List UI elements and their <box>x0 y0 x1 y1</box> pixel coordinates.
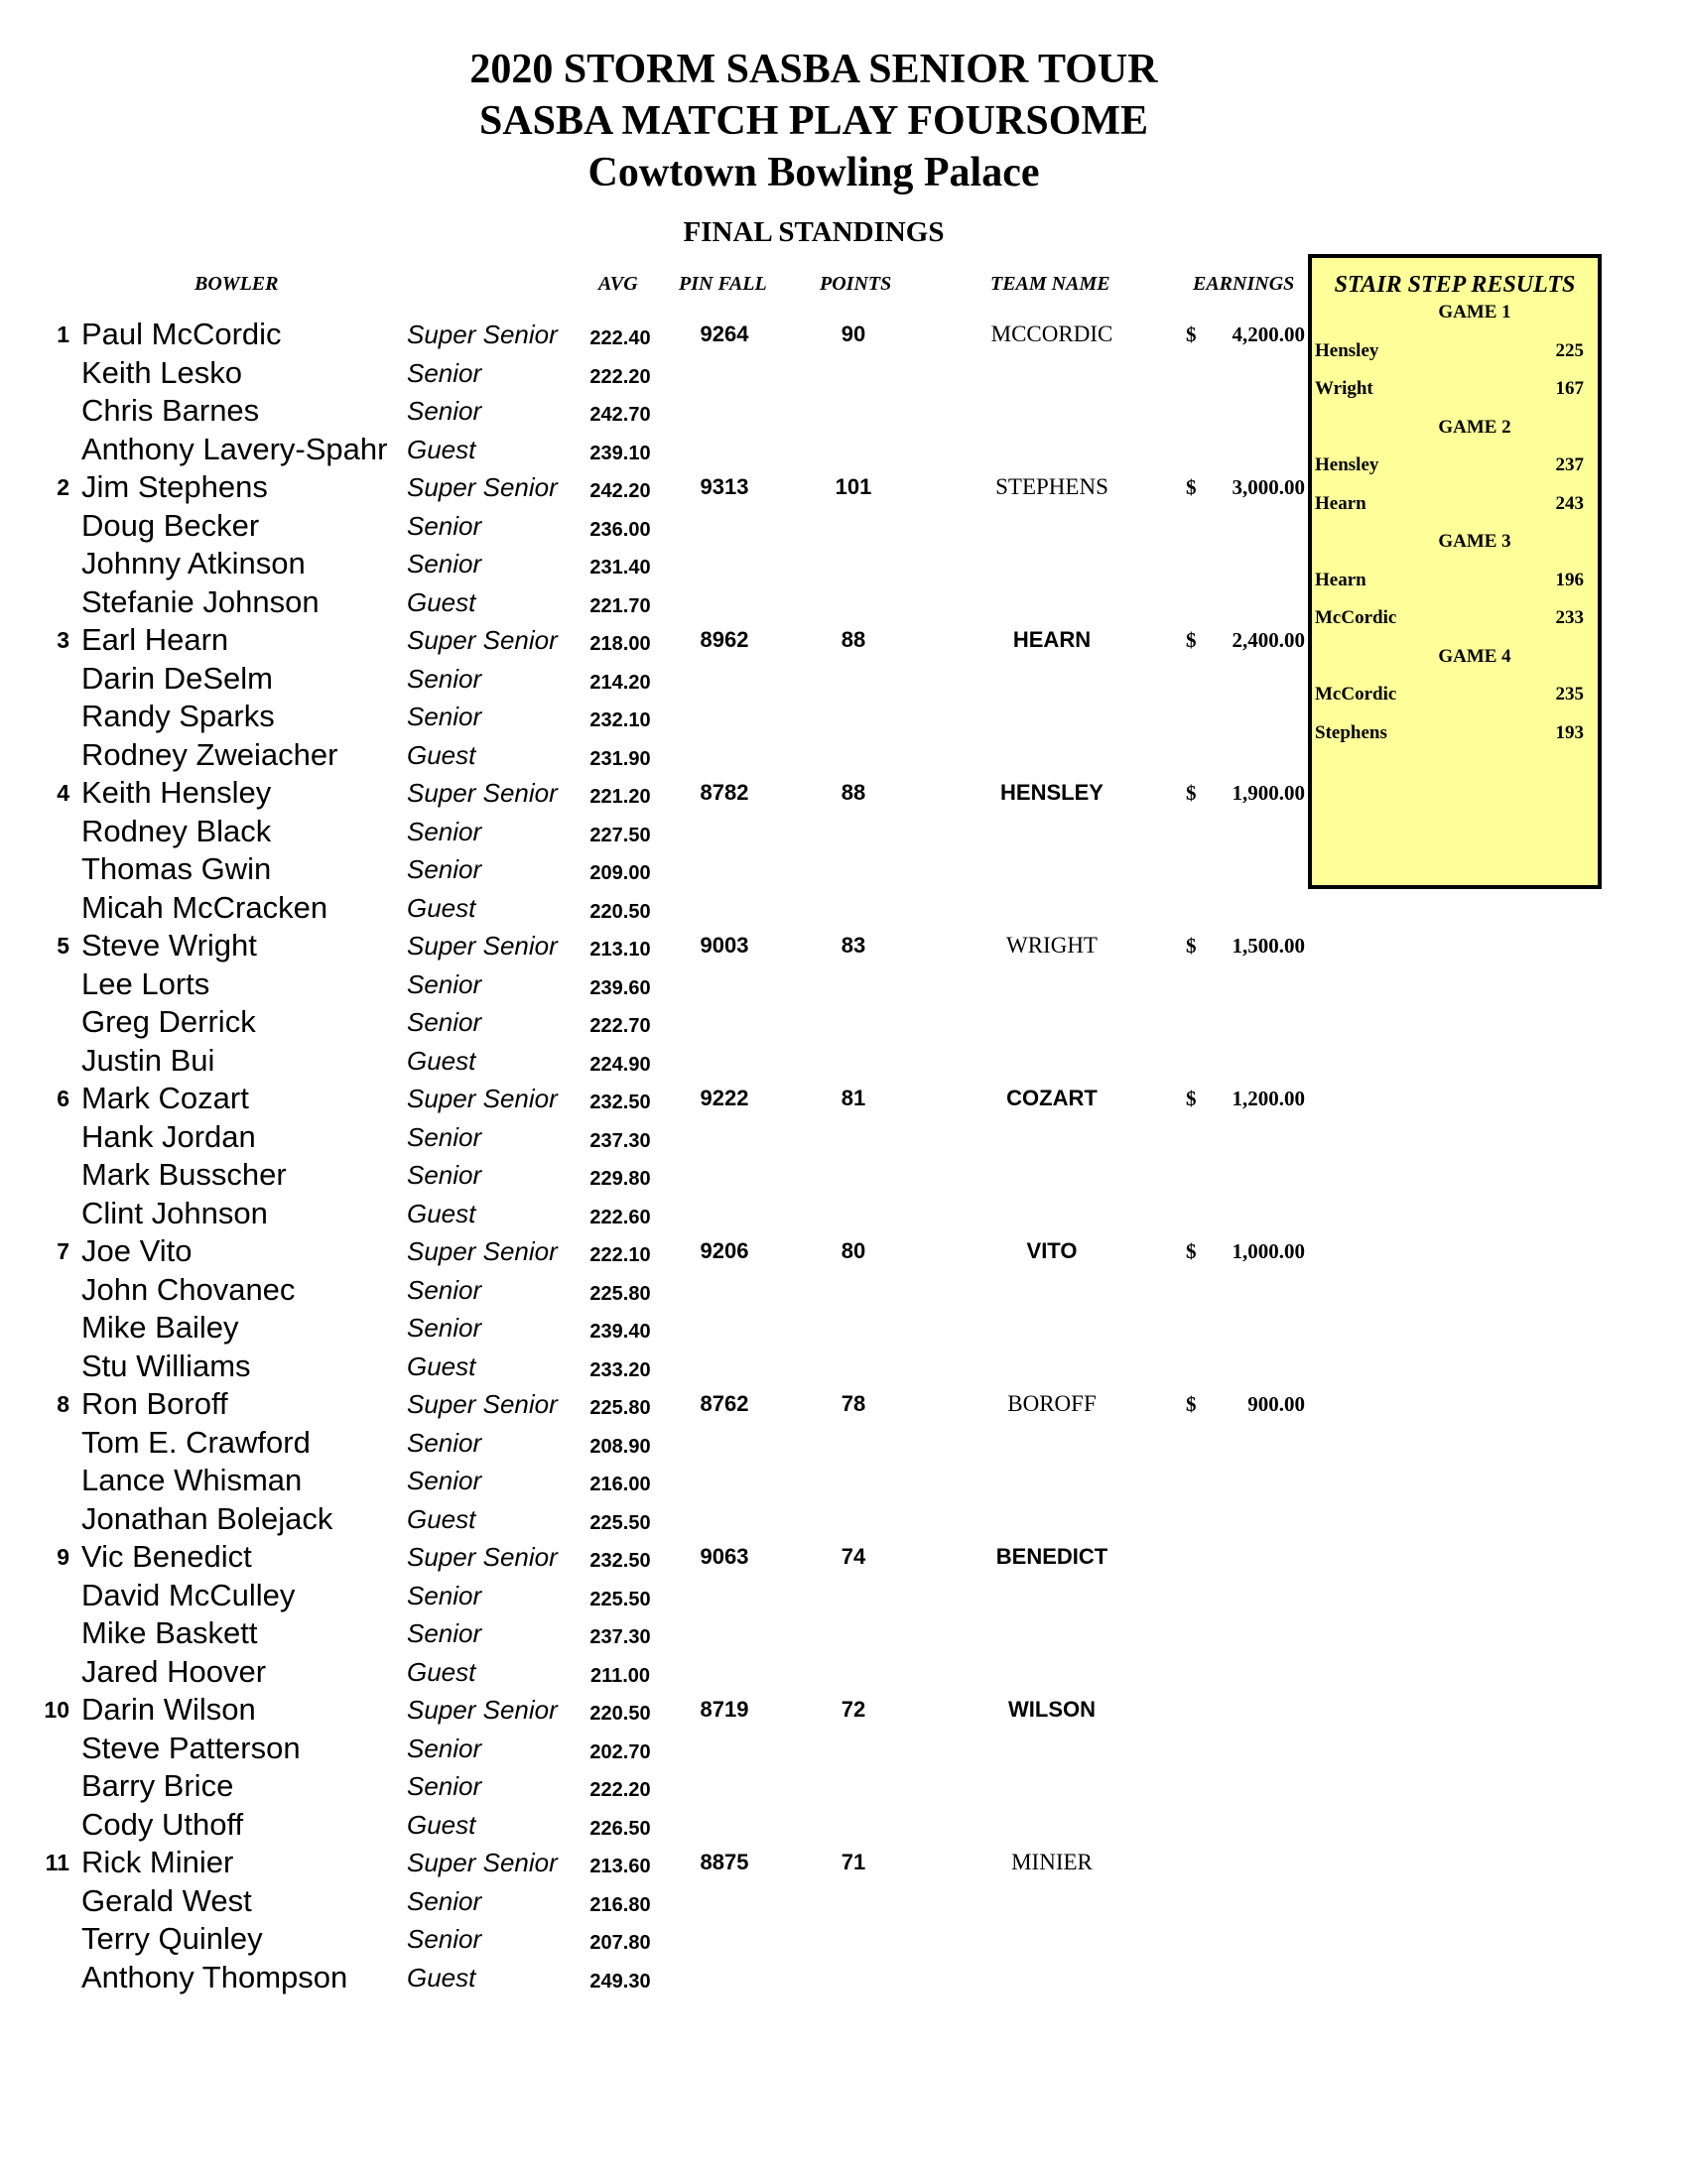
team-rank: 2 <box>57 474 69 500</box>
bowler-average: 211.00 <box>589 1664 651 1687</box>
team-rank: 3 <box>57 627 69 653</box>
bowler-name: Tom E. Crawford <box>81 1424 311 1460</box>
bowler-name: Rodney Black <box>81 813 272 848</box>
bowler-division: Senior <box>407 854 482 884</box>
team-rank: 6 <box>57 1086 69 1111</box>
team-name: HEARN <box>1012 627 1092 652</box>
bowler-name: David McCulley <box>81 1577 296 1612</box>
title-venue: Cowtown Bowling Palace <box>587 150 1040 195</box>
bowler-average: 225.50 <box>589 1588 651 1610</box>
bowler-name: John Chovanec <box>81 1271 296 1307</box>
team-rank: 8 <box>57 1391 69 1417</box>
table-row <box>0 1614 1310 1652</box>
bowler-average: 222.60 <box>589 1206 651 1228</box>
bowler-average: 231.90 <box>589 747 651 770</box>
bowler-name: Anthony Thompson <box>81 1959 348 1994</box>
team-pinfall: 9063 <box>700 1544 749 1569</box>
header-earnings: EARNINGS <box>1193 273 1295 295</box>
stair-game-label: GAME 1 <box>1438 302 1511 322</box>
bowler-name: Jim Stephens <box>81 469 268 504</box>
bowler-division: Senior <box>407 1924 482 1954</box>
stair-result-row <box>1312 676 1598 713</box>
stair-team-name: Hearn <box>1315 569 1366 590</box>
bowler-average: 221.20 <box>589 786 651 808</box>
currency-symbol: $ <box>1186 475 1197 499</box>
table-row <box>0 1730 1310 1767</box>
bowler-division: Senior <box>407 549 482 578</box>
team-points: 88 <box>841 627 866 652</box>
header-avg: AVG <box>598 273 638 295</box>
bowler-name: Justin Bui <box>81 1042 215 1078</box>
table-row <box>0 1500 1310 1538</box>
bowler-average: 237.30 <box>589 1129 651 1152</box>
earnings-amount: 900.00 <box>1247 1392 1305 1416</box>
team-pinfall: 8962 <box>700 627 749 652</box>
table-row <box>0 1959 1310 1996</box>
bowler-name: Mike Bailey <box>81 1310 239 1345</box>
bowler-average: 239.60 <box>589 976 651 999</box>
bowler-division: Super Senior <box>407 472 558 502</box>
bowler-division: Guest <box>407 1503 476 1534</box>
stair-step-title: STAIR STEP RESULTS <box>1334 272 1576 298</box>
bowler-name: Thomas Gwin <box>81 851 272 886</box>
table-row <box>0 1118 1310 1156</box>
currency-symbol: $ <box>1186 1392 1197 1416</box>
bowler-average: 225.80 <box>589 1282 651 1305</box>
table-row <box>0 621 1310 659</box>
bowler-name: Mark Cozart <box>81 1081 249 1115</box>
team-pinfall: 9003 <box>700 933 749 958</box>
bowler-name: Stefanie Johnson <box>81 583 320 619</box>
team-pinfall: 8875 <box>700 1850 749 1874</box>
bowler-average: 218.00 <box>589 633 651 655</box>
bowler-average: 214.20 <box>589 671 651 694</box>
team-points: 81 <box>841 1086 866 1110</box>
table-row <box>0 889 1310 927</box>
bowler-name: Barry Brice <box>81 1768 234 1803</box>
bowler-name: Jonathan Bolejack <box>81 1500 333 1536</box>
bowler-division: Senior <box>407 357 482 388</box>
earnings-amount: 3,000.00 <box>1232 475 1305 499</box>
bowler-division: Super Senior <box>407 1695 558 1725</box>
bowler-division: Super Senior <box>407 625 558 655</box>
stair-team-name: Hensley <box>1315 454 1379 475</box>
bowler-name: Randy Sparks <box>81 699 275 733</box>
header-bowler: BOWLER <box>195 273 279 295</box>
bowler-average: 222.20 <box>589 1779 651 1801</box>
team-name: WRIGHT <box>1006 933 1098 958</box>
earnings-amount: 1,900.00 <box>1232 781 1305 805</box>
bowler-division: Guest <box>407 1962 476 1992</box>
bowler-name: Mike Baskett <box>81 1615 258 1650</box>
stair-score: 243 <box>1555 492 1584 514</box>
stair-result-row <box>1312 562 1598 599</box>
bowler-division: Guest <box>407 739 476 770</box>
table-row <box>0 1385 1310 1423</box>
bowler-division: Senior <box>407 1771 482 1801</box>
bowler-average: 216.00 <box>589 1474 651 1495</box>
bowler-average: 208.90 <box>589 1435 651 1458</box>
bowler-name: Doug Becker <box>81 507 260 543</box>
bowler-name: Mark Busscher <box>81 1157 287 1192</box>
bowler-division: Senior <box>407 1121 482 1152</box>
bowler-name: Jared Hoover <box>81 1653 267 1689</box>
table-row <box>0 431 1310 468</box>
bowler-average: 213.10 <box>589 939 651 961</box>
bowler-division: Senior <box>407 663 482 694</box>
table-row <box>0 1882 1310 1920</box>
table-row <box>0 1577 1310 1614</box>
team-name: MINIER <box>1011 1850 1093 1874</box>
stair-score: 233 <box>1555 607 1584 628</box>
table-row <box>0 850 1310 888</box>
table-row <box>0 1920 1310 1958</box>
bowler-name: Chris Barnes <box>81 393 260 428</box>
team-name: HENSLEY <box>1000 780 1103 805</box>
bowler-average: 220.50 <box>589 900 651 923</box>
bowler-average: 226.50 <box>589 1817 651 1840</box>
table-row <box>0 468 1310 506</box>
bowler-average: 222.10 <box>589 1244 651 1266</box>
bowler-division: Guest <box>407 434 476 464</box>
bowler-average: 224.90 <box>589 1053 651 1076</box>
bowler-division: Senior <box>407 1580 482 1610</box>
bowler-name: Micah McCracken <box>81 889 328 925</box>
bowler-average: 239.40 <box>589 1321 651 1343</box>
stair-score: 235 <box>1555 684 1584 705</box>
bowler-average: 225.80 <box>589 1397 651 1419</box>
bowler-average: 216.80 <box>589 1893 651 1916</box>
table-row <box>0 1309 1310 1347</box>
bowler-name: Darin DeSelm <box>81 660 273 696</box>
bowler-division: Senior <box>407 1274 482 1305</box>
bowler-name: Lee Lorts <box>81 965 210 1001</box>
table-row <box>0 507 1310 545</box>
bowler-division: Guest <box>407 1045 476 1076</box>
stair-team-name: McCordic <box>1315 684 1397 705</box>
stair-result-row <box>1312 370 1598 408</box>
team-rank: 4 <box>57 780 69 806</box>
header-team-name: TEAM NAME <box>990 273 1110 295</box>
stair-game-label: GAME 2 <box>1438 416 1511 438</box>
team-name: STEPHENS <box>995 474 1108 499</box>
table-row <box>0 813 1310 850</box>
team-name: MCCORDIC <box>990 321 1113 346</box>
table-row <box>0 1691 1310 1729</box>
bowler-name: Vic Benedict <box>81 1539 252 1574</box>
table-row <box>0 927 1310 964</box>
stair-team-name: Wright <box>1315 378 1373 399</box>
stair-game-label: GAME 4 <box>1438 645 1511 667</box>
bowler-average: 236.00 <box>589 518 651 541</box>
bowler-average: 222.40 <box>589 327 651 349</box>
earnings-amount: 1,500.00 <box>1232 934 1305 958</box>
bowler-division: Guest <box>407 892 476 923</box>
table-row <box>0 1003 1310 1041</box>
bowler-average: 222.70 <box>589 1015 651 1037</box>
bowler-average: 242.70 <box>589 404 651 426</box>
bowler-average: 242.20 <box>589 480 651 502</box>
bowler-average: 202.70 <box>589 1740 651 1763</box>
bowler-division: Guest <box>407 1350 476 1381</box>
team-points: 72 <box>841 1697 866 1722</box>
final-standings-heading: FINAL STANDINGS <box>683 216 945 248</box>
bowler-division: Super Senior <box>407 931 558 961</box>
stair-result-row <box>1312 599 1598 637</box>
table-row <box>0 1348 1310 1385</box>
team-points: 78 <box>841 1391 866 1416</box>
table-row <box>0 1156 1310 1194</box>
team-pinfall: 9222 <box>700 1086 749 1110</box>
bowler-division: Senior <box>407 968 482 999</box>
bowler-name: Stu Williams <box>81 1348 251 1383</box>
table-row <box>0 1653 1310 1691</box>
bowler-name: Ron Boroff <box>81 1386 228 1421</box>
currency-symbol: $ <box>1186 781 1197 805</box>
currency-symbol: $ <box>1186 628 1197 652</box>
stair-result-row <box>1312 447 1598 484</box>
bowler-division: Senior <box>407 1313 482 1343</box>
table-row <box>0 1042 1310 1080</box>
earnings-amount: 2,400.00 <box>1232 628 1305 652</box>
table-row <box>0 1844 1310 1881</box>
bowler-name: Steve Patterson <box>81 1730 301 1765</box>
team-pinfall: 9313 <box>700 474 749 499</box>
team-pinfall: 8782 <box>700 780 749 805</box>
stair-score: 196 <box>1555 569 1584 590</box>
bowler-name: Hank Jordan <box>81 1118 256 1154</box>
team-pinfall: 8719 <box>700 1697 749 1722</box>
bowler-division: Super Senior <box>407 1236 558 1266</box>
team-points: 83 <box>841 933 866 958</box>
team-points: 71 <box>841 1850 866 1874</box>
bowler-name: Darin Wilson <box>81 1692 256 1727</box>
bowler-division: Senior <box>407 702 482 731</box>
team-points: 88 <box>841 780 866 805</box>
bowler-average: 232.50 <box>589 1550 651 1572</box>
bowler-division: Super Senior <box>407 320 558 349</box>
bowler-division: Senior <box>407 510 482 541</box>
bowler-division: Super Senior <box>407 1084 558 1113</box>
bowler-average: 227.50 <box>589 824 651 846</box>
stair-step-results-box <box>1308 254 1602 889</box>
table-row <box>0 392 1310 430</box>
bowler-division: Senior <box>407 1160 482 1190</box>
bowler-name: Greg Derrick <box>81 1004 256 1039</box>
bowler-name: Gerald West <box>81 1882 252 1918</box>
stair-result-row <box>1312 714 1598 752</box>
team-name: COZART <box>1006 1086 1098 1110</box>
team-points: 90 <box>841 321 866 346</box>
team-name: WILSON <box>1008 1697 1096 1722</box>
bowler-division: Senior <box>407 1427 482 1458</box>
bowler-name: Lance Whisman <box>81 1463 303 1497</box>
bowler-division: Guest <box>407 1198 476 1228</box>
bowler-average: 232.10 <box>589 709 651 731</box>
team-rank: 7 <box>57 1238 69 1264</box>
stair-team-name: McCordic <box>1315 607 1397 628</box>
bowler-division: Senior <box>407 1885 482 1916</box>
team-rank: 9 <box>57 1544 69 1570</box>
bowler-average: 232.50 <box>589 1092 651 1113</box>
bowler-average: 220.50 <box>589 1703 651 1725</box>
team-rank: 11 <box>45 1850 69 1875</box>
table-row <box>0 1538 1310 1576</box>
bowler-name: Anthony Lavery-Spahr <box>81 431 388 466</box>
currency-symbol: $ <box>1186 1087 1197 1110</box>
stair-team-name: Stephens <box>1315 721 1387 743</box>
bowler-name: Terry Quinley <box>81 1921 263 1956</box>
bowler-division: Senior <box>407 816 482 846</box>
team-pinfall: 9206 <box>700 1238 749 1263</box>
team-name: VITO <box>1026 1238 1078 1263</box>
team-rank: 10 <box>44 1697 69 1723</box>
team-pinfall: 9264 <box>700 321 749 346</box>
team-name: BENEDICT <box>995 1544 1108 1569</box>
bowler-division: Senior <box>407 1007 482 1037</box>
bowler-average: 222.20 <box>589 365 651 388</box>
table-row <box>0 1271 1310 1309</box>
bowler-division: Super Senior <box>407 1542 558 1572</box>
bowler-division: Senior <box>407 396 482 426</box>
table-row <box>0 736 1310 774</box>
team-rank: 1 <box>57 321 69 347</box>
bowler-name: Steve Wright <box>81 928 257 963</box>
bowler-division: Super Senior <box>407 1389 558 1419</box>
table-row <box>0 774 1310 812</box>
bowler-division: Guest <box>407 1656 476 1687</box>
bowler-division: Senior <box>407 1618 482 1648</box>
bowler-division: Senior <box>407 1466 482 1495</box>
team-name: BOROFF <box>1007 1391 1097 1416</box>
stair-team-name: Hearn <box>1315 492 1366 514</box>
table-row <box>0 965 1310 1003</box>
bowler-average: 221.70 <box>589 594 651 617</box>
stair-score: 237 <box>1555 454 1584 475</box>
table-row <box>0 698 1310 735</box>
bowler-average: 231.40 <box>589 557 651 578</box>
currency-symbol: $ <box>1186 1239 1197 1263</box>
stair-game-label: GAME 3 <box>1438 531 1511 552</box>
bowler-division: Super Senior <box>407 1848 558 1877</box>
header-pinfall: PIN FALL <box>679 273 767 295</box>
bowler-division: Super Senior <box>407 778 558 808</box>
bowler-average: 239.10 <box>589 442 651 464</box>
table-row <box>0 1080 1310 1117</box>
table-row <box>0 545 1310 582</box>
bowler-name: Keith Hensley <box>81 775 272 810</box>
stair-score: 167 <box>1555 378 1584 399</box>
bowler-division: Guest <box>407 1809 476 1840</box>
bowler-average: 207.80 <box>589 1932 651 1954</box>
currency-symbol: $ <box>1186 322 1197 346</box>
bowler-name: Cody Uthoff <box>81 1806 244 1842</box>
team-rank: 5 <box>57 933 69 959</box>
bowler-average: 233.20 <box>589 1358 651 1381</box>
bowler-name: Clint Johnson <box>81 1195 268 1230</box>
bowler-name: Paul McCordic <box>81 317 282 351</box>
table-row <box>0 316 1310 353</box>
bowler-division: Senior <box>407 1733 482 1763</box>
bowler-division: Guest <box>407 586 476 617</box>
bowler-name: Joe Vito <box>81 1233 193 1268</box>
team-pinfall: 8762 <box>700 1391 749 1416</box>
bowler-average: 209.00 <box>589 862 651 884</box>
team-points: 80 <box>841 1238 866 1263</box>
bowler-name: Rodney Zweiacher <box>81 736 338 772</box>
table-row <box>0 354 1310 392</box>
table-row <box>0 1232 1310 1270</box>
stair-team-name: Hensley <box>1315 339 1379 361</box>
earnings-amount: 1,000.00 <box>1232 1239 1305 1263</box>
bowler-average: 225.50 <box>589 1511 651 1534</box>
stair-result-row <box>1312 332 1598 370</box>
table-row <box>0 1462 1310 1499</box>
stair-score: 193 <box>1555 721 1584 743</box>
title-line-2: SASBA MATCH PLAY FOURSOME <box>478 98 1149 144</box>
team-points: 74 <box>841 1544 866 1569</box>
stair-result-row <box>1312 485 1598 523</box>
earnings-amount: 4,200.00 <box>1232 322 1305 346</box>
table-row <box>0 1767 1310 1805</box>
currency-symbol: $ <box>1186 934 1197 958</box>
title-line-1: 2020 STORM SASBA SENIOR TOUR <box>469 47 1158 92</box>
table-row <box>0 1424 1310 1462</box>
bowler-name: Johnny Atkinson <box>81 546 306 580</box>
table-row <box>0 660 1310 698</box>
bowler-average: 237.30 <box>589 1626 651 1648</box>
table-row <box>0 1806 1310 1844</box>
table-row <box>0 1195 1310 1232</box>
bowler-name: Earl Hearn <box>81 622 229 657</box>
table-row <box>0 583 1310 621</box>
header-points: POINTS <box>820 273 892 295</box>
earnings-amount: 1,200.00 <box>1232 1087 1305 1110</box>
bowler-average: 249.30 <box>589 1970 651 1992</box>
bowler-average: 213.60 <box>589 1856 651 1877</box>
bowler-average: 229.80 <box>589 1168 651 1190</box>
team-points: 101 <box>835 474 872 499</box>
bowler-name: Rick Minier <box>81 1845 234 1879</box>
bowler-name: Keith Lesko <box>81 354 242 390</box>
stair-score: 225 <box>1555 339 1584 361</box>
